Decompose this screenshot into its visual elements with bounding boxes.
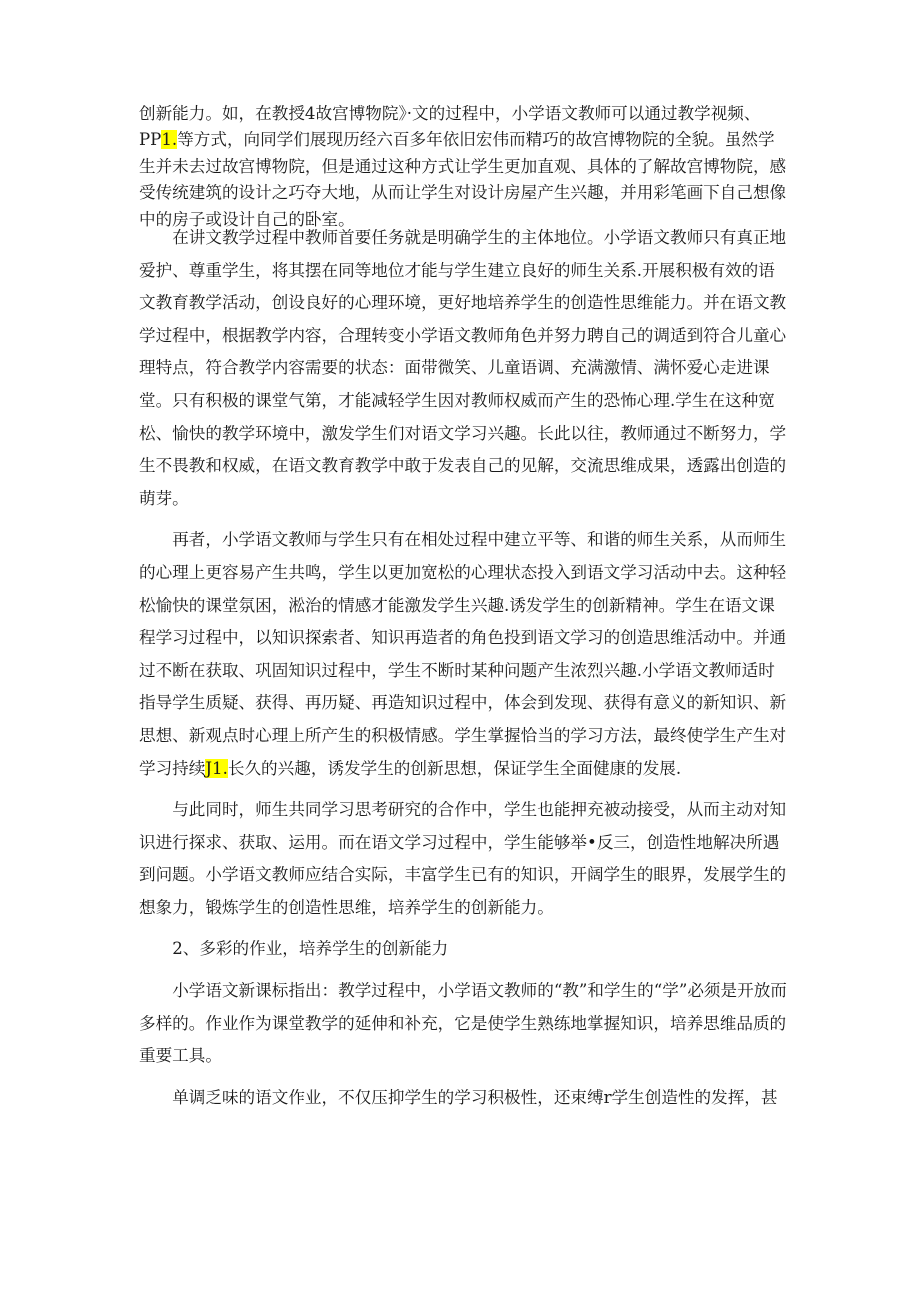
- highlight-mark: 1.: [161, 130, 178, 150]
- paragraph-cooperative-learning: 与此同时，师生共同学习思考研究的合作中，学生也能押充被动接受，从而主动对知识进行探求、获取、运用。而在语文学习过程中，学生能够举•反三，创造性地解决所遇到问题。小学语文教师应结合实际，丰富学生已有的知识，开阔学生的眼界，发展学生的想象力，锻炼学生的创造性思维，培养学生的创新能力。: [139, 800, 787, 917]
- section-heading: 2、多彩的作业，培养学生的创新能力: [172, 939, 449, 959]
- highlight-mark: J1.: [205, 758, 228, 778]
- intro-text-part1: 创新能力。如，在教授4故宫博物院》·文的过程中，小学语文教师可以通过教学视频、PP: [139, 104, 761, 150]
- paragraph-homework: 单调乏味的语文作业，不仅压抑学生的学习积极性，还束缚r学生创造性的发挥，甚: [172, 1087, 778, 1107]
- intro-paragraph: [139, 101, 791, 233]
- paragraph-3-text-part1: 再者，小学语文教师与学生只有在相处过程中建立平等、和谐的师生关系，从而师生的心理上更容易产生共鸣，学生以更加宽松的心理状态投入到语文学习活动中去。这种轻松愉快的课堂氛困，淞治的情感才能激发学生兴趣.诱发学生的创新精神。学生在语文课程学习过程中，以知识探索者、知识再造者的角色投到语文学习的创造思维活动中。并通过不断在获取、巩固知识过程中，学生不断时某种问题产生浓烈兴趣.小学语文教师适时指导学生质疑、获得、再历疑、再造知识过程中，体会到发现、获得有意义的新知识、新思想、新观点时心理上所产生的积极情感。学生掌握恰当的学习方法，最终使学生产生对学习持续: [139, 530, 787, 778]
- paragraph-curriculum-standard: 小学语文新课标指出：教学过程中，小学语文教师的“教”和学生的“学”必须是开放而多样的。作业作为课堂教学的延伸和补充，它是使学生熟练地掌握知识，培养思维品质的重要工具。: [139, 981, 787, 1066]
- paragraph-teacher-student-relationship: [139, 524, 791, 785]
- intro-text-part2: 等方式，向同学们展现历经六百多年依旧宏伟而精巧的故宫博物院的全貌。虽然学生并未去过故宫博物院，但是通过这种方式让学生更加直观、具体的了解故宫博物院，感受传统建筑的设计之巧夺大地，从而让学生对设计房屋产生兴趣，并用彩笔画下自己想像中的房子或设计自己的卧室。: [139, 130, 787, 229]
- paragraph-3-text-part2: 长久的兴趣，诱发学生的创新思想，保证学生全面健康的发展.: [227, 758, 682, 778]
- document-body: [139, 222, 791, 1114]
- paragraph-teacher-role: 在讲文教学过程中教师首要任务就是明确学生的主体地位。小学语文教师只有真正地爱护、尊重学生，将其摆在同等地位才能与学生建立良好的师生关系.开展积极有效的语文教育教学活动，创设良好的心理环境，更好地培养学生的创造性思维能力。并在语文教学过程中，根据教学内容，合理转变小学语文教师角色并努力聘自己的调适到符合儿童心理特点，符合教学内容需要的状态：面带微笑、儿童语调、充满激情、满怀爱心走进课堂。只有积极的课堂气第，才能减轻学生因对教师权威而产生的恐怖心理.学生在这种宽松、愉快的教学环境中，激发学生们对语文学习兴趣。长此以往，教师通过不断努力，学生不畏教和权威，在语文教育教学中敢于发表自己的见解，交流思维成果，透露出创造的萌芽。: [139, 228, 787, 508]
